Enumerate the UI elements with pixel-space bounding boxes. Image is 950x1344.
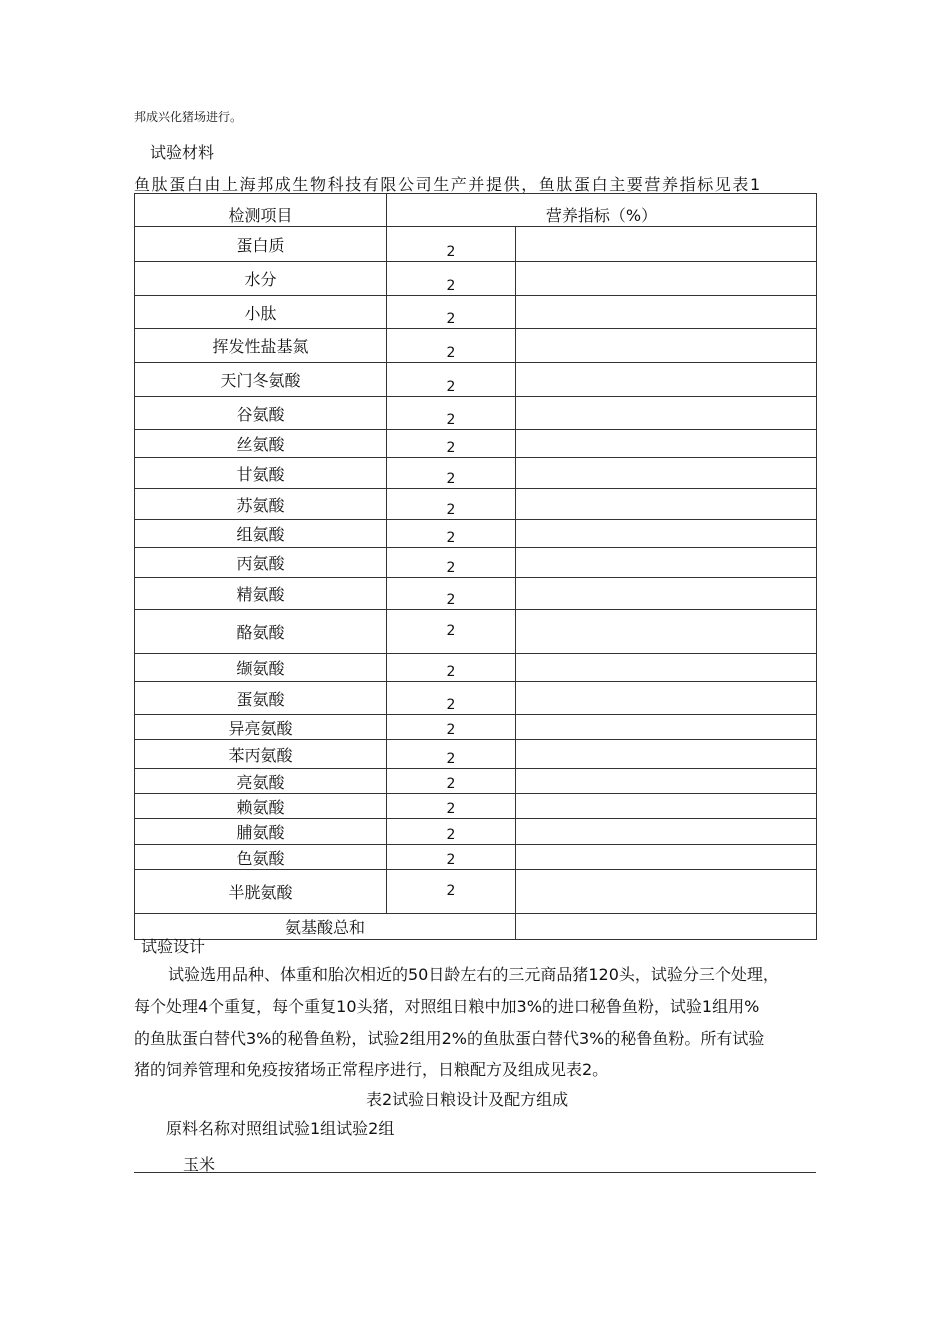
- row-empty-cell: [516, 769, 817, 794]
- row-item-name: 丝氨酸: [135, 430, 387, 458]
- design-line-3: 的鱼肽蛋白替代3%的秘鲁鱼粉，试验2组用2%的鱼肽蛋白替代3%的秘鲁鱼粉。所有试验: [134, 1029, 765, 1048]
- table-row: [135, 769, 817, 794]
- table-row: [135, 819, 817, 845]
- row-empty-cell: [516, 430, 817, 458]
- table2-rule: [134, 1172, 816, 1173]
- header-value: 营养指标（%）: [387, 194, 817, 227]
- table-row: [135, 262, 817, 296]
- row-empty-cell: [516, 654, 817, 682]
- row-item-value: 2: [387, 870, 516, 914]
- row-empty-cell: [516, 610, 817, 654]
- table-row: [135, 682, 817, 715]
- row-item-value: 2: [387, 610, 516, 654]
- intro-fragment: 邦成兴化猪场进行。: [134, 110, 243, 124]
- row-empty-cell: [516, 329, 817, 363]
- row-empty-cell: [516, 520, 817, 548]
- row-empty-cell: [516, 682, 817, 715]
- row-empty-cell: [516, 262, 817, 296]
- row-empty-cell: [516, 578, 817, 610]
- row-item-value: 2: [387, 654, 516, 682]
- row-item-value: 2: [387, 397, 516, 430]
- row-empty-cell: [516, 489, 817, 520]
- table-row: [135, 740, 817, 769]
- row-item-value: 2: [387, 578, 516, 610]
- row-item-value: 2: [387, 227, 516, 262]
- table2-caption: 表2试验日粮设计及配方组成: [366, 1090, 569, 1109]
- row-empty-cell: [516, 740, 817, 769]
- row-item-value: 2: [387, 262, 516, 296]
- row-empty-cell: [516, 819, 817, 845]
- nutrition-table: [134, 193, 817, 940]
- table2-header: 原料名称对照组试验1组试验2组: [166, 1119, 395, 1138]
- row-item-name: 组氨酸: [135, 520, 387, 548]
- materials-sentence: 鱼肽蛋白由上海邦成生物科技有限公司生产并提供，鱼肽蛋白主要营养指标见表1: [134, 175, 762, 194]
- design-line-2: 每个处理4个重复，每个重复10头猪，对照组日粮中加3%的进口秘鲁鱼粉，试验1组用%: [134, 997, 760, 1016]
- table-row: [135, 548, 817, 578]
- table-row: [135, 296, 817, 329]
- table-row: [135, 397, 817, 430]
- row-item-name: 缬氨酸: [135, 654, 387, 682]
- row-item-value: 2: [387, 769, 516, 794]
- row-item-name: 水分: [135, 262, 387, 296]
- design-line-1: 试验选用品种、体重和胎次相近的50日龄左右的三元商品猪120头，试验分三个处理，: [168, 965, 779, 984]
- row-item-name: 小肽: [135, 296, 387, 329]
- table-header-row: [135, 194, 817, 227]
- row-empty-cell: [516, 397, 817, 430]
- row-item-name: 丙氨酸: [135, 548, 387, 578]
- row-item-name: 挥发性盐基氮: [135, 329, 387, 363]
- row-item-name: 蛋白质: [135, 227, 387, 262]
- row-empty-cell: [516, 715, 817, 740]
- row-item-name: 苯丙氨酸: [135, 740, 387, 769]
- row-item-value: 2: [387, 363, 516, 397]
- total-empty-cell: [516, 914, 817, 940]
- row-item-value: 2: [387, 329, 516, 363]
- row-item-name: 蛋氨酸: [135, 682, 387, 715]
- table-row: [135, 654, 817, 682]
- total-label: 氨基酸总和: [135, 914, 516, 940]
- row-item-name: 脯氨酸: [135, 819, 387, 845]
- table-row: [135, 227, 817, 262]
- row-item-value: 2: [387, 548, 516, 578]
- table-row: [135, 329, 817, 363]
- row-item-value: 2: [387, 458, 516, 489]
- row-item-value: 2: [387, 715, 516, 740]
- table-row: [135, 520, 817, 548]
- table-row: [135, 578, 817, 610]
- row-item-value: 2: [387, 296, 516, 329]
- row-item-name: 色氨酸: [135, 845, 387, 870]
- row-empty-cell: [516, 458, 817, 489]
- row-item-name: 半胱氨酸: [135, 870, 387, 914]
- table-row: [135, 715, 817, 740]
- row-item-name: 异亮氨酸: [135, 715, 387, 740]
- row-item-name: 苏氨酸: [135, 489, 387, 520]
- row-item-name: 酪氨酸: [135, 610, 387, 654]
- row-item-value: 2: [387, 430, 516, 458]
- table-row: [135, 430, 817, 458]
- table-row: [135, 845, 817, 870]
- row-item-name: 亮氨酸: [135, 769, 387, 794]
- row-empty-cell: [516, 363, 817, 397]
- table2-first-item: 玉米: [183, 1155, 216, 1174]
- table-row: [135, 794, 817, 819]
- row-empty-cell: [516, 227, 817, 262]
- table-row: [135, 610, 817, 654]
- table-row: [135, 363, 817, 397]
- row-item-name: 精氨酸: [135, 578, 387, 610]
- row-empty-cell: [516, 794, 817, 819]
- row-item-name: 甘氨酸: [135, 458, 387, 489]
- row-item-value: 2: [387, 819, 516, 845]
- row-item-name: 赖氨酸: [135, 794, 387, 819]
- design-line-4: 猪的饲养管理和免疫按猪场正常程序进行，日粮配方及组成见表2。: [134, 1060, 609, 1079]
- row-empty-cell: [516, 870, 817, 914]
- table-row: [135, 458, 817, 489]
- header-item: 检测项目: [135, 194, 387, 227]
- table-row: [135, 489, 817, 520]
- row-item-name: 天门冬氨酸: [135, 363, 387, 397]
- table-total-row: [135, 914, 817, 940]
- row-empty-cell: [516, 548, 817, 578]
- design-heading: 试验设计: [141, 937, 206, 956]
- row-empty-cell: [516, 845, 817, 870]
- row-empty-cell: [516, 296, 817, 329]
- table-row: [135, 870, 817, 914]
- row-item-value: 2: [387, 520, 516, 548]
- row-item-value: 2: [387, 845, 516, 870]
- row-item-value: 2: [387, 682, 516, 715]
- materials-heading: 试验材料: [150, 143, 215, 162]
- row-item-name: 谷氨酸: [135, 397, 387, 430]
- row-item-value: 2: [387, 489, 516, 520]
- row-item-value: 2: [387, 794, 516, 819]
- row-item-value: 2: [387, 740, 516, 769]
